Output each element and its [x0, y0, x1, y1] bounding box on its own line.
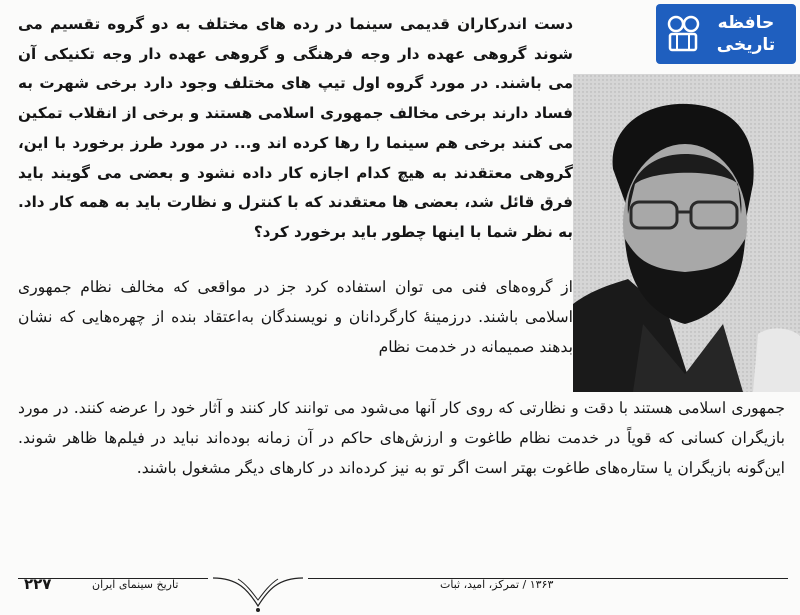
interview-answer-top	[18, 272, 573, 363]
portrait-photo	[573, 74, 800, 392]
interview-question	[18, 10, 573, 248]
issue-info: ۱۳۶۳ / تمرکز، امید، ثبات	[440, 578, 554, 591]
ornament-icon	[208, 570, 308, 615]
page-number: ۲۲۷	[24, 575, 52, 593]
interview-answer-bottom	[18, 393, 785, 484]
brand-badge	[656, 4, 796, 64]
portrait-illustration	[573, 74, 800, 392]
badge-text	[717, 12, 775, 56]
answer-text-part1: از گروه‌های فنی می توان استفاده کرد جز در مواقعی که مخالف نظام جمهوری اسلامی باشند. درزمینهٔ کارگردانان و نویسندگان به‌اعتقاد بنده از چهره‌هایی که نشان بدهند صمیمانه در خدمت نظام	[18, 278, 573, 357]
answer-text-part2: جمهوری اسلامی هستند با دقت و نظارتی که روی کار آنها می‌شود می توانند کار کنند و آثار خود را عرضه کنند. در مورد بازیگران کسانی که قویاً در خدمت نظام طاغوت و ارزش‌های حاکم در آن زمانه بوده‌اند نباید در فیلم‌ها ظاهر شوند. این‌گونه بازیگران یا ستاره‌های طاغوت بهتر است اگر تو به نیز کرده‌اند در کارهای دیگر مشغول باشند.	[18, 399, 785, 478]
badge-line2: تاریخی	[716, 35, 776, 55]
cinema-film-icon	[664, 14, 702, 54]
running-title: تاریخ سینمای ایران	[92, 578, 179, 591]
question-text: دست اندرکاران قدیمی سینما در رده های مختلف به دو گروه تقسیم می شوند گروهی عهده دار وجه فرهنگی و گروهی عهده دار وجه تکنیکی آن می باشند. در مورد گروه اول تیپ های مختلف وجود دارد برخی شهرت به فساد دارند برخی مخالف جمهوری اسلامی هستند و برخی از انقلاب تمکین می کنند برخی هم سینما را رها کرده اند و... در مورد طرز برخورد با این، گروهی معتقدند به هیچ کدام اجازه کار داده نشود و بعضی می گویند باید فرق قائل شد، بعضی ها معتقدند که با کنترل و نظارت باید به همه کار داد. به نظر شما با اینها چطور باید برخورد کرد؟	[18, 15, 573, 241]
page-footer	[0, 570, 800, 615]
badge-line1: حافظه	[717, 13, 775, 33]
